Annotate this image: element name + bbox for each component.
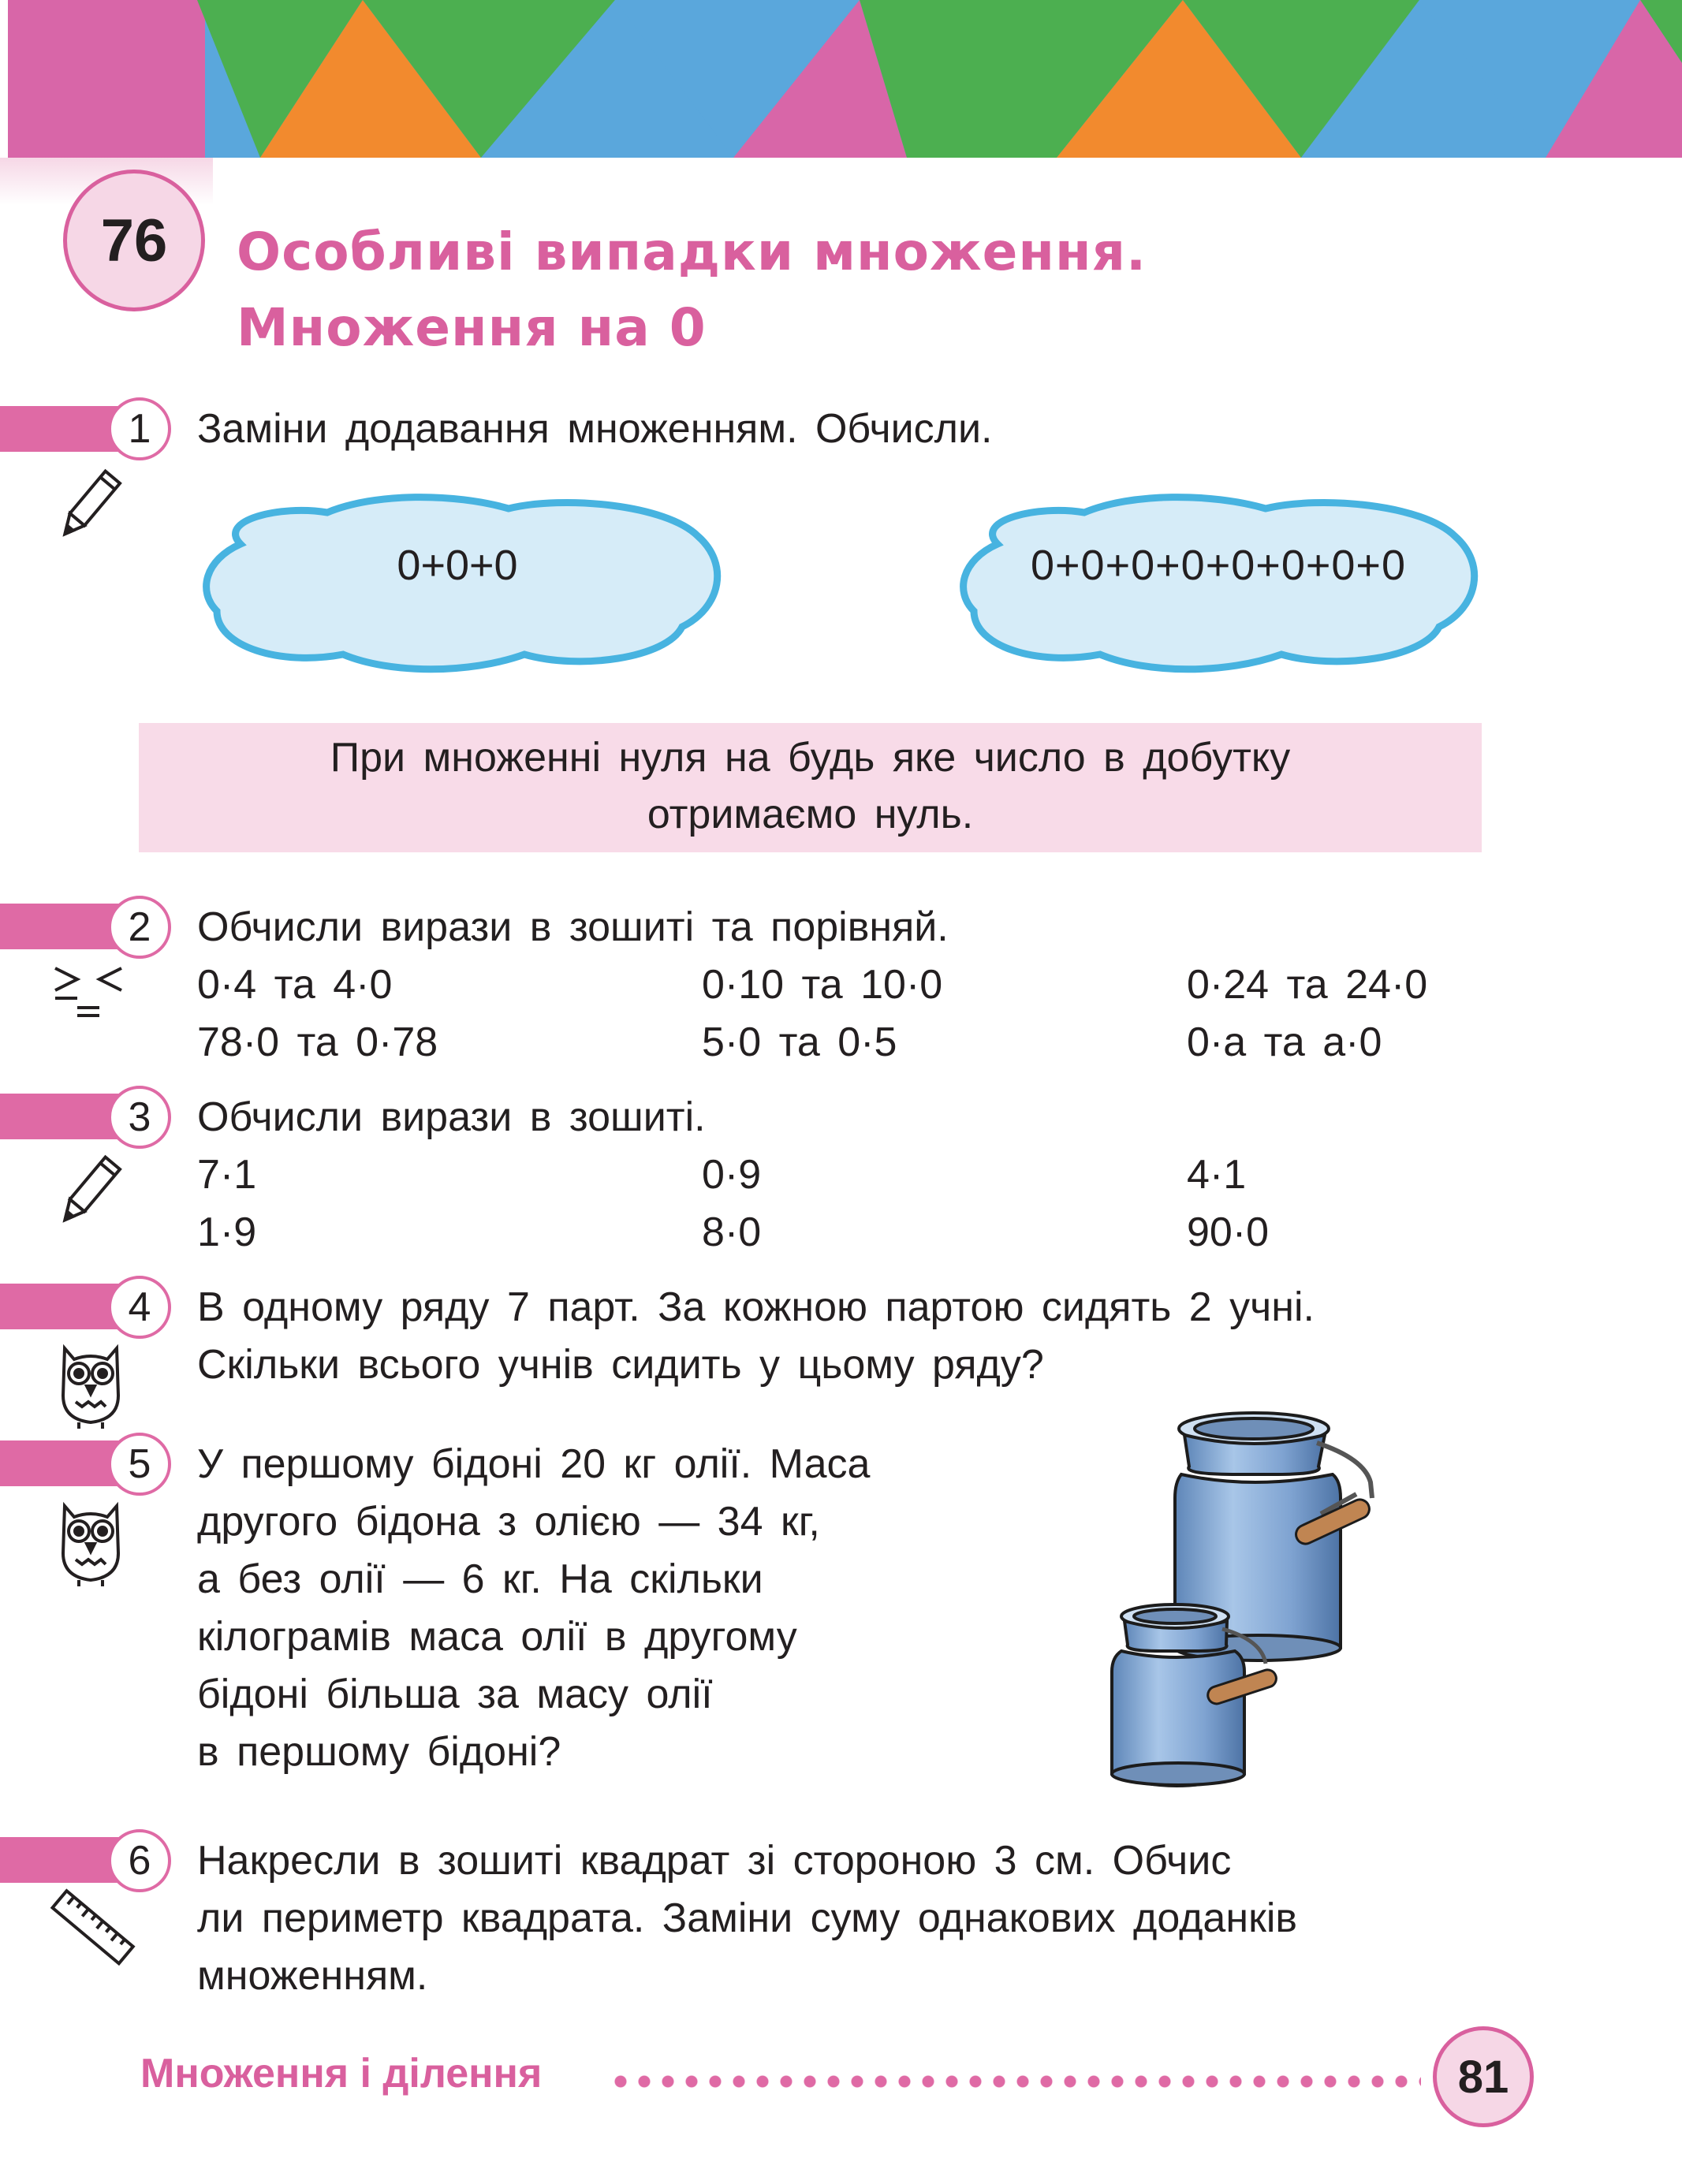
cloud-expression-2: 0+0+0+0+0+0+0+0 [1030,542,1406,589]
owl-icon [55,1498,126,1589]
task5-line: кілограмів маса олії в другому [197,1614,797,1660]
task3-text: Обчисли вирази в зошиті. [197,1094,706,1140]
pencil-icon [49,467,128,546]
task3-expr: 8·0 [702,1209,762,1255]
task6-line: Накресли в зошиті квадрат зі стороною 3 см. Обчис [197,1838,1232,1884]
milk-cans-illustration [1096,1411,1459,1798]
task6-line: ли периметр квадрата. Заміни суму однакових доданків [197,1895,1297,1941]
task2-text: Обчисли вирази в зошиті та порівняй. [197,904,949,950]
task3-expr: 7·1 [197,1152,257,1198]
task6-line: множенням. [197,1953,428,1999]
cloud-expression-1: 0+0+0 [397,542,518,589]
task-number: 5 [108,1433,171,1496]
task3-expr: 1·9 [197,1209,257,1255]
task5-line: У першому бідоні 20 кг олії. Маса [197,1441,871,1487]
task5-line: а без олії — 6 кг. На скільки [197,1556,763,1602]
task-number: 2 [108,896,171,959]
task2-expr: 0·10 та 10·0 [702,962,943,1008]
task-number: 3 [108,1086,171,1149]
page-number: 81 [1433,2026,1534,2127]
task2-expr: 78·0 та 0·78 [197,1019,438,1065]
task4-line2: Скільки всього учнів сидить у цьому ряду? [197,1342,1044,1388]
lesson-number-badge: 76 [63,170,205,311]
rule-box [139,723,1482,852]
lesson-title [237,214,1419,366]
ruler-icon [49,1884,136,1971]
dotted-leader [609,2074,1421,2089]
task2-expr: 0·a та a·0 [1187,1019,1382,1065]
rule-line2: отримаємо нуль. [647,792,974,837]
task2-expr: 0·24 та 24·0 [1187,962,1428,1008]
pencil-icon [49,1153,128,1232]
task5-line: другого бідона з олією — 34 кг, [197,1499,820,1545]
task5-line: бідоні більша за масу олії [197,1672,713,1717]
section-title: Множення і ділення [140,2051,543,2096]
task-number: 4 [108,1276,171,1339]
task3-expr: 4·1 [1187,1152,1247,1198]
task4-line1: В одному ряду 7 парт. За кожною партою сидять 2 учні. [197,1284,1315,1330]
task2-expr: 5·0 та 0·5 [702,1019,897,1065]
task-number: 6 [108,1829,171,1892]
task3-expr: 90·0 [1187,1209,1270,1255]
rule-line1: При множенні нуля на будь яке число в добутку [330,735,1291,781]
task2-expr: 0·4 та 4·0 [197,962,393,1008]
lesson-title-line1: Особливі випадки множення. [237,222,1147,282]
task5-line: в першому бідоні? [197,1729,561,1775]
task3-expr: 0·9 [702,1152,762,1198]
compare-icon [49,962,128,1025]
owl-icon [55,1340,126,1431]
top-banner [0,0,1682,158]
lesson-title-line2: Множення на 0 [237,297,707,358]
task1-text: Заміни додавання множенням. Обчисли. [197,406,993,452]
task-number: 1 [108,397,171,460]
